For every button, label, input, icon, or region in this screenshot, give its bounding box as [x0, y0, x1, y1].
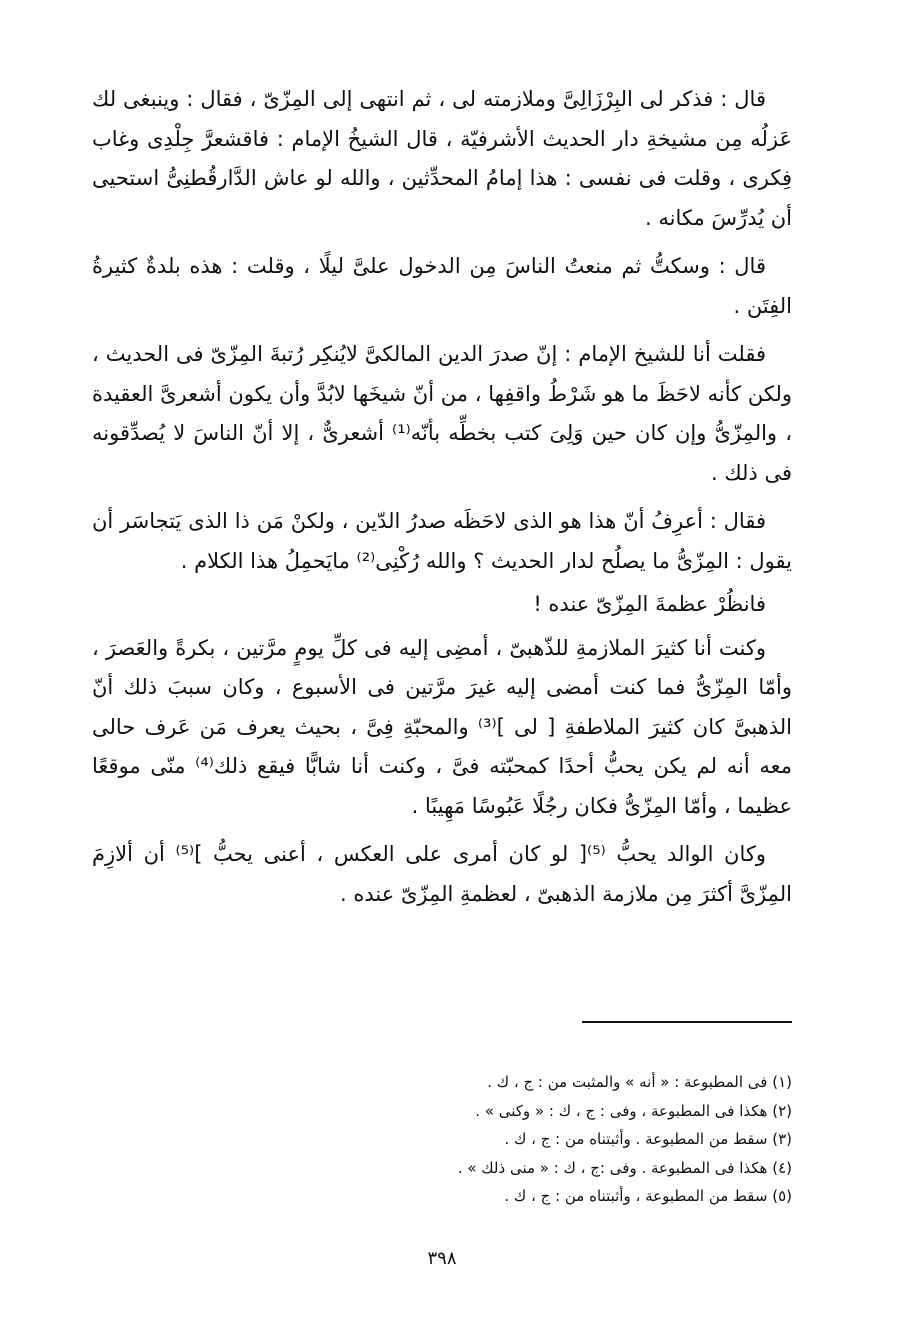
paragraph-6: وكنت أنا كثيرَ الملازمةِ للذّهبىّ ، أمضِى إليه فى كلِّ يومٍ مرَّتين ، بكرةً والعَصرَ ، وأمّا المِزّىُّ فما كنت أمضى إليه غيرَ مرَّتين فى الأسبوع ، وكان سببَ ذلك أنّ الذهبىَّ كان كثيرَ الملاطفةِ [ لى ]⁽³⁾ والمحبّةِ فِىَّ ، بحيث يعرف مَن عَرف حالى معه أنه لم يكن يحبُّ أحدًا كمحبّته فىَّ ، وكنت أنا شابًّا فيقع ذلك⁽⁴⁾ منّى موقعًا عظيما ، وأمّا المِزّىُّ فكان رجُلًا عَبُوسًا مَهِيبًا .	[92, 635, 792, 818]
book-page	[92, 80, 792, 1320]
paragraph-7: وكان الوالد يحبُّ ⁽⁵⁾[ لو كان أمرى على العكس ، أعنى يحبُّ ]⁽⁵⁾ أن ألازِمَ المِزّىَّ أكثرَ مِن ملازمة الذهبىّ ، لعظمةِ المِزّىّ عنده .	[92, 842, 792, 906]
paragraph-3: فقلت أنا للشيخ الإمام : إنّ صدرَ الدين المالكىَّ لايُنكِر رُتبةَ المِزّىّ فى الحديث ، ولكن كأنه لاحَظَ ما هو شَرْطُ واقفِها ، من أنّ شيخَها لابُدَّ وأن يكون أشعرىَّ العقيدة ، والمِزّىُّ وإن كان حين وَلِىَ كتب بخطِّه بأنّه⁽¹⁾ أشعرىٌّ ، إلا أنّ الناسَ لا يُصدِّقونه فى ذلك .	[92, 342, 792, 485]
main-text	[92, 80, 792, 914]
paragraph-2: قال : وسكتُّ ثم منعتُ الناسَ مِن الدخول علىَّ ليلًا ، وقلت : هذه بلدةٌ كثيرةُ الفِتَن .	[92, 254, 792, 318]
footnote-4: (٤) هكذا فى المطبوعة . وفى :ج ، ك : « منى ذلك » .	[457, 1158, 792, 1177]
paragraph-4: فقال : أعرِفُ أنّ هذا هو الذى لاحَظَه صدرُ الدّين ، ولكنْ مَن ذا الذى يَتجاسَر أن يقول : المِزّىُّ ما يصلُح لدار الحديث ؟ والله رُكْنِى⁽²⁾ مايَحمِلُ هذا الكلام .	[92, 509, 792, 573]
paragraph-5: فانظُرْ عظمةَ المِزّىّ عنده !	[533, 592, 766, 616]
page-number: ٣٩٨	[427, 1248, 457, 1269]
footnote-divider	[582, 1021, 792, 1023]
footnote-2: (٢) هكذا فى المطبوعة ، وفى : ج ، ك : « وكنى » .	[475, 1101, 792, 1120]
footnote-1: (١) فى المطبوعة : « أنه » والمثبت من : ج ، ك .	[487, 1073, 792, 1091]
footnote-5: (٥) سقط من المطبوعة ، وأثبتناه من : ج ، ك .	[504, 1187, 792, 1205]
footnote-3: (٣) سقط من المطبوعة . وأثبتناه من : ج ، ك .	[504, 1130, 792, 1148]
footnotes	[92, 1068, 792, 1211]
paragraph-1: قال : فذكر لى البِرْزَالِىَّ وملازمته لى ، ثم انتهى إلى المِزّىّ ، فقال : وينبغى لك عَزلُه مِن مشيخةِ دار الحديث الأشرفيّة ، قال الشيخُ الإمام : فاقشعرَّ جِلْدِى وغاب فِكرى ، وقلت فى نفسى : هذا إمامُ المحدِّثين ، والله لو عاش الدَّارقُطنِىُّ استحيى أن يُدرِّسَ مكانه .	[92, 87, 792, 230]
